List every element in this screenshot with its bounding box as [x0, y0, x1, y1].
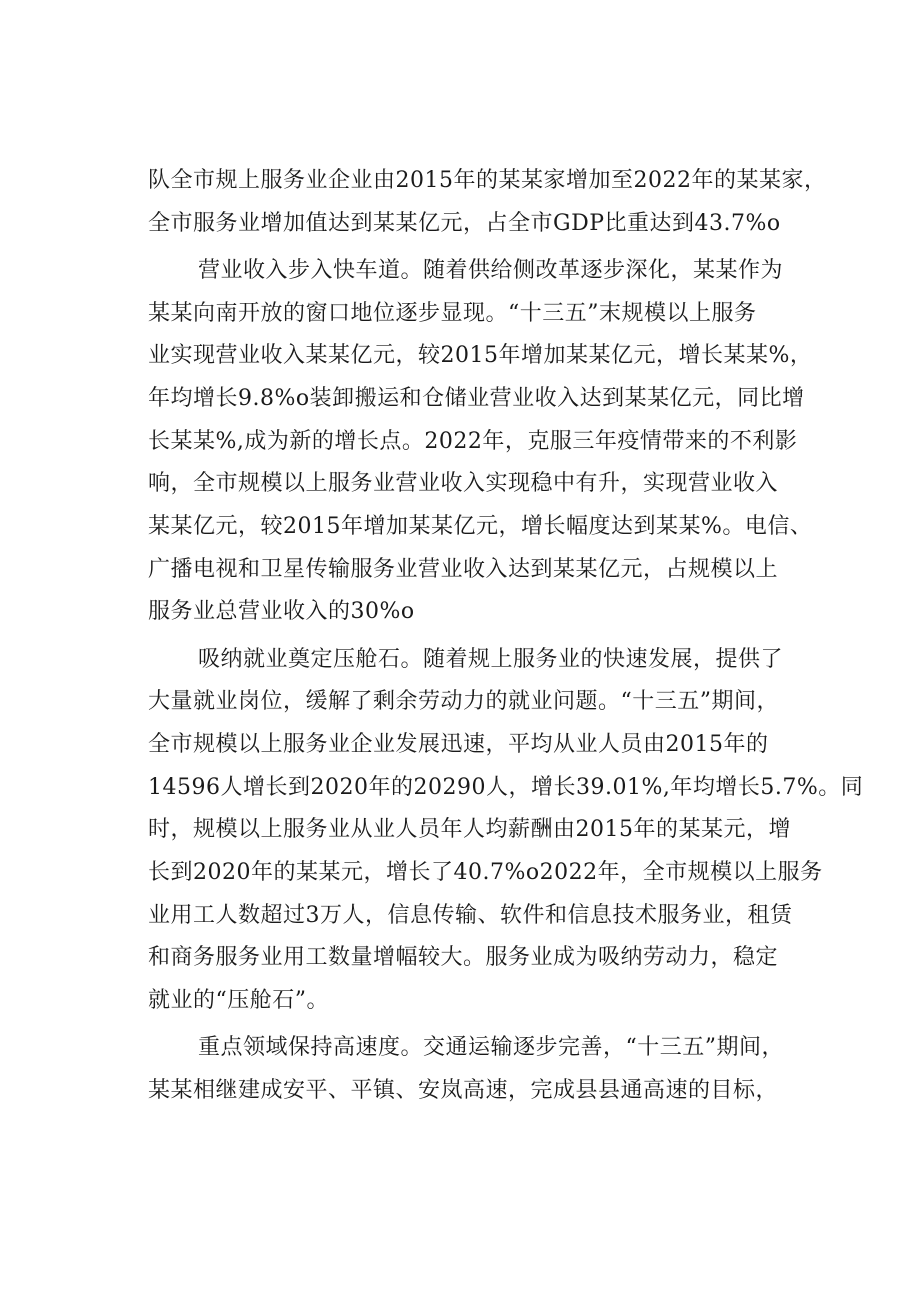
text-line: 服务业总营业收入的30%o — [148, 599, 415, 624]
paragraph-first-line: 吸纳就业奠定压舱石。随着规上服务业的快速发展，提供了 — [198, 647, 784, 672]
text-line: 某某向南开放的窗口地位逐步显现。“十三五”末规模以上服务 — [148, 301, 757, 326]
text-line: 响，全市规模以上服务业营业收入实现稳中有升，实现营业收入 — [148, 471, 779, 496]
text-line: 大量就业岗位，缓解了剩余劳动力的就业问题。“十三五”期间， — [148, 689, 779, 714]
text-line: 业实现营业收入某某亿元，较2015年增加某某亿元，增长某某%， — [148, 343, 813, 368]
text-line: 某某亿元，较2015年增加某某亿元，增长幅度达到某某%。电信、 — [148, 514, 813, 539]
text-line: 长到2020年的某某元，增长了40.7%o2022年，全市规模以上服务 — [148, 860, 823, 885]
text-line: 年均增长9.8%o装卸搬运和仓储业营业收入达到某某亿元，同比增 — [148, 386, 805, 411]
paragraph-first-line: 重点领域保持高速度。交通运输逐步完善，“十三五”期间， — [198, 1035, 784, 1060]
text-line: 和商务服务业用工数量增幅较大。服务业成为吸纳劳动力，稳定 — [148, 945, 779, 970]
text-line: 时，规模以上服务业从业人员年人均薪酬由2015年的某某元，增 — [148, 817, 791, 842]
text-line: 某某相继建成安平、平镇、安岚高速，完成县县通高速的目标， — [148, 1078, 779, 1103]
text-line: 长某某%,成为新的增长点。2022年，克服三年疫情带来的不利影 — [148, 429, 798, 454]
text-line: 队全市规上服务业企业由2015年的某某家增加至2022年的某某家， — [148, 168, 827, 193]
text-line: 就业的“压舱石”。 — [148, 988, 329, 1013]
text-line: 广播电视和卫星传输服务业营业收入达到某某亿元，占规模以上 — [148, 557, 779, 582]
text-line: 全市规模以上服务业企业发展迅速，平均从业人员由2015年的 — [148, 732, 769, 757]
text-line: 业用工人数超过3万人，信息传输、软件和信息技术服务业，租赁 — [148, 903, 793, 928]
text-line: 全市服务业增加值达到某某亿元，占全市GDP比重达到43.7%o — [148, 211, 781, 236]
text-line: 14596人增长到2020年的20290人，增长39.01%,年均增长5.7%。同 — [148, 775, 864, 800]
paragraph-first-line: 营业收入步入快车道。随着供给侧改革逐步深化，某某作为 — [198, 258, 784, 283]
